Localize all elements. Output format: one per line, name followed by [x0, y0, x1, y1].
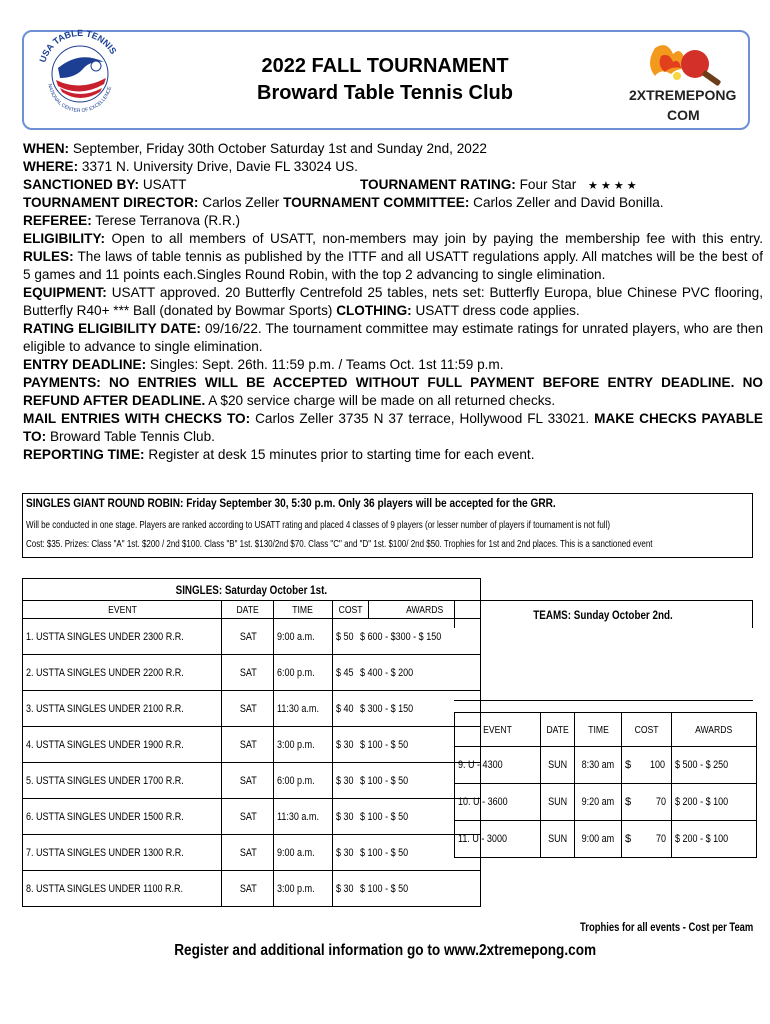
- register-text[interactable]: Register and additional information go to www.2xtremepong.com: [174, 942, 596, 959]
- table-row: [455, 821, 757, 858]
- singles-time: 9:00 a.m.: [277, 630, 315, 643]
- director-label: TOURNAMENT DIRECTOR:: [23, 195, 199, 210]
- page-title: 2022 FALL TOURNAMENT: [261, 55, 509, 77]
- singles-date: SAT: [239, 774, 257, 787]
- committee-text: Carlos Zeller and David Bonilla.: [473, 195, 664, 210]
- singles-header-event: EVENT: [107, 603, 137, 616]
- teams-header-cost: COST: [634, 723, 659, 736]
- singles-cost: $ 50: [335, 630, 354, 643]
- singles-cost: $ 30: [335, 810, 354, 823]
- singles-date: SAT: [239, 882, 257, 895]
- teams-date: SUN: [548, 833, 568, 845]
- register-link[interactable]: [0, 942, 770, 960]
- singles-time: 6:00 p.m.: [277, 774, 315, 787]
- mail-paragraph: [23, 410, 763, 446]
- director-text: Carlos Zeller: [202, 195, 280, 210]
- singles-time: 3:00 p.m.: [277, 738, 315, 751]
- sanctioned-line: [23, 176, 763, 194]
- rating-date-paragraph: [23, 320, 763, 356]
- teams-header-awards: AWARDS: [695, 723, 733, 736]
- table-row: [23, 871, 481, 907]
- singles-awards: $ 300 - $ 150: [360, 702, 414, 715]
- singles-awards: $ 600 - $300 - $ 150: [360, 630, 442, 643]
- singles-date: SAT: [239, 810, 257, 823]
- singles-title: SINGLES: Saturday October 1st.: [175, 582, 328, 597]
- teams-time: 8:30 am: [581, 759, 615, 771]
- teams-time: 9:00 am: [581, 833, 615, 845]
- reporting-text: Register at desk 15 minutes prior to starting time for each event.: [148, 447, 535, 462]
- clothing-text: USATT dress code applies.: [415, 303, 580, 318]
- table-row: [455, 747, 757, 784]
- singles-event: 7. USTTA SINGLES UNDER 1300 R.R.: [26, 846, 184, 859]
- singles-awards: $ 100 - $ 50: [360, 846, 409, 859]
- eligibility-text: Open to all members of USATT, non-members may join by paying the membership fee with this entry.: [111, 231, 763, 246]
- eligibility-label: ELIGIBILITY:: [23, 231, 106, 246]
- singles-date: SAT: [239, 630, 257, 643]
- teams-header-date: DATE: [546, 723, 569, 736]
- teams-awards: $ 500 - $ 250: [674, 759, 729, 771]
- teams-cost: 100: [649, 759, 665, 771]
- singles-table: [22, 578, 481, 907]
- singles-time: 11:30 a.m.: [277, 810, 320, 823]
- singles-header-time: TIME: [292, 603, 314, 616]
- singles-awards: $ 100 - $ 50: [360, 774, 409, 787]
- teams-footer-note: [470, 922, 753, 934]
- singles-event: 8. USTTA SINGLES UNDER 1100 R.R.: [26, 882, 184, 895]
- where-line: [23, 158, 763, 176]
- when-label: WHEN:: [23, 141, 70, 156]
- table-row: [23, 763, 481, 799]
- teams-title-text: TEAMS: Sunday October 2nd.: [533, 608, 674, 622]
- teams-date: SUN: [548, 759, 568, 771]
- equipment-label: EQUIPMENT:: [23, 285, 107, 300]
- logo-left-text-top: USA TABLE TENNIS: [37, 27, 119, 64]
- director-line: [23, 194, 763, 212]
- paddle-fire-icon: [615, 40, 755, 132]
- payments-label: PAYMENTS: NO ENTRIES WILL BE ACCEPTED WITHOUT FULL PAYMENT BEFORE ENTRY DEADLINE. NO REFUND AFTER DEADLINE.: [23, 375, 763, 408]
- table-row: [23, 799, 481, 835]
- teams-awards: $ 200 - $ 100: [674, 833, 729, 845]
- eligibility-rules-paragraph: [23, 230, 763, 284]
- singles-cost: $ 40: [335, 702, 354, 715]
- tournament-info: [23, 140, 763, 464]
- table-row: [23, 619, 481, 655]
- singles-time: 11:30 a.m.: [277, 702, 320, 715]
- teams-event: 11. U - 3000: [458, 833, 507, 845]
- table-row: [23, 691, 481, 727]
- singles-event: 2. USTTA SINGLES UNDER 2200 R.R.: [26, 666, 184, 679]
- singles-time: 6:00 p.m.: [277, 666, 315, 679]
- singles-time: 3:00 p.m.: [277, 882, 315, 895]
- reporting-line: [23, 446, 763, 464]
- rating-group: [360, 176, 637, 195]
- payments-text: A $20 service charge will be made on all returned checks.: [208, 393, 556, 408]
- singles-awards: $ 100 - $ 50: [360, 882, 409, 895]
- where-text: 3371 N. University Drive, Davie FL 33024 US.: [81, 159, 358, 174]
- committee-label: TOURNAMENT COMMITTEE:: [283, 195, 470, 210]
- equipment-text: USATT approved. 20 Butterfly Centrefold 25 tables, nets set: Butterfly Europa, blue Chinese PVC flooring, Butterfly R40+ *** Ball (donated by Bowmar Sports): [23, 285, 763, 318]
- payments-paragraph: [23, 374, 763, 410]
- rules-text: The laws of table tennis as published by the ITTF and all USATT regulations apply. All matches will be the best of 5 games and 11 points each.Singles Round Robin, with the top 2 advancing to single elimination.: [23, 249, 764, 282]
- grr-box: [22, 493, 753, 558]
- singles-header-date: DATE: [236, 603, 260, 616]
- referee-label: REFEREE:: [23, 213, 92, 228]
- sanctioned-label: SANCTIONED BY:: [23, 177, 140, 192]
- singles-event: 3. USTTA SINGLES UNDER 2100 R.R.: [26, 702, 184, 715]
- teams-awards: $ 200 - $ 100: [674, 796, 729, 808]
- grr-title: SINGLES GIANT ROUND ROBIN: Friday September 30, 5:30 p.m. Only 36 players will be accepted for the GRR.: [26, 498, 556, 510]
- rules-label: RULES:: [23, 249, 74, 264]
- rating-date-text: 09/16/22. The tournament committee may estimate ratings for unrated players, who are then eligible to advance to single elimination.: [23, 321, 764, 354]
- referee-line: [23, 212, 763, 230]
- table-row: [23, 655, 481, 691]
- grr-line-1: Will be conducted in one stage. Players are ranked according to USATT rating and placed 4 classes of 9 players (or lesser number of players if tournament is not full): [26, 520, 610, 531]
- singles-event: 6. USTTA SINGLES UNDER 1500 R.R.: [26, 810, 184, 823]
- deadline-label: ENTRY DEADLINE:: [23, 357, 147, 372]
- singles-cost: $ 30: [335, 738, 354, 751]
- teams-cost-symbol: $: [624, 759, 632, 771]
- referee-text: Terese Terranova (R.R.): [95, 213, 241, 228]
- clothing-label: CLOTHING:: [336, 303, 412, 318]
- teams-cost-symbol: $: [624, 833, 632, 845]
- singles-awards: $ 400 - $ 200: [360, 666, 414, 679]
- singles-date: SAT: [239, 666, 257, 679]
- teams-divider: [454, 700, 753, 701]
- singles-cost: $ 30: [335, 774, 354, 787]
- singles-date: SAT: [239, 702, 257, 715]
- singles-awards: $ 100 - $ 50: [360, 738, 409, 751]
- teams-title: [454, 600, 753, 628]
- grr-line-2: Cost: $35. Prizes: Class "A" 1st. $200 / 2nd $100. Class "B" 1st. $130/2nd $70. Class "C" and "D" 1st. $100/ 2nd $50. Trophies for 1st and 2nd places. This is a sanctioned event: [26, 539, 653, 550]
- equipment-paragraph: [23, 284, 763, 320]
- singles-date: SAT: [239, 846, 257, 859]
- teams-header-time: TIME: [587, 723, 609, 736]
- singles-event: 5. USTTA SINGLES UNDER 1700 R.R.: [26, 774, 184, 787]
- rating-label: TOURNAMENT RATING:: [360, 177, 516, 192]
- singles-cost: $ 30: [335, 846, 354, 859]
- teams-event: 9. U - 4300: [458, 759, 503, 771]
- teams-footer-text: Trophies for all events - Cost per Team: [579, 922, 753, 934]
- logo-right-line1: 2XTREMEPONG: [629, 87, 737, 103]
- logo-right-line2: COM: [667, 107, 700, 123]
- table-row: [23, 835, 481, 871]
- deadline-text: Singles: Sept. 26th. 11:59 p.m. / Teams Oct. 1st 11:59 p.m.: [149, 357, 504, 372]
- teams-cost-symbol: $: [624, 796, 632, 808]
- sanctioned-text: USATT: [142, 177, 187, 192]
- table-row: [455, 784, 757, 821]
- singles-time: 9:00 a.m.: [277, 846, 315, 859]
- payable-label: MAKE CHECKS PAYABLE TO:: [23, 411, 763, 444]
- payable-text: Broward Table Tennis Club.: [49, 429, 215, 444]
- mail-text: Carlos Zeller 3735 N 37 terrace, Hollywood FL 33021.: [255, 411, 590, 426]
- singles-header-awards: AWARDS: [405, 603, 443, 616]
- page-subtitle: Broward Table Tennis Club: [257, 82, 513, 104]
- mail-label: MAIL ENTRIES WITH CHECKS TO:: [23, 411, 251, 426]
- teams-date: SUN: [548, 796, 568, 808]
- deadline-line: [23, 356, 763, 374]
- singles-header-cost: COST: [338, 603, 363, 616]
- rating-date-label: RATING ELIGIBILITY DATE:: [23, 321, 201, 336]
- teams-event: 10. U - 3600: [458, 796, 508, 808]
- singles-cost: $ 30: [335, 882, 354, 895]
- singles-header-row: [23, 601, 481, 619]
- singles-event: 1. USTTA SINGLES UNDER 2300 R.R.: [26, 630, 184, 643]
- when-text: September, Friday 30th October Saturday 1st and Sunday 2nd, 2022: [72, 141, 487, 156]
- rating-text: Four Star: [519, 177, 577, 192]
- teams-cost: 70: [655, 833, 666, 845]
- teams-cost: 70: [655, 796, 666, 808]
- where-label: WHERE:: [23, 159, 79, 174]
- singles-awards: $ 100 - $ 50: [360, 810, 409, 823]
- when-line: [23, 140, 763, 158]
- star-rating-icon: ★ ★ ★ ★: [588, 180, 637, 192]
- table-row: [23, 727, 481, 763]
- teams-table: [454, 712, 757, 858]
- singles-cost: $ 45: [335, 666, 354, 679]
- teams-header-row: [455, 713, 757, 747]
- teams-header-event: EVENT: [483, 723, 512, 736]
- reporting-label: REPORTING TIME:: [23, 447, 145, 462]
- teams-time: 9:20 am: [581, 796, 615, 808]
- singles-event: 4. USTTA SINGLES UNDER 1900 R.R.: [26, 738, 184, 751]
- singles-date: SAT: [239, 738, 257, 751]
- logo-left-text-bottom: NATIONAL CENTER OF EXCELLENCE: [46, 83, 114, 115]
